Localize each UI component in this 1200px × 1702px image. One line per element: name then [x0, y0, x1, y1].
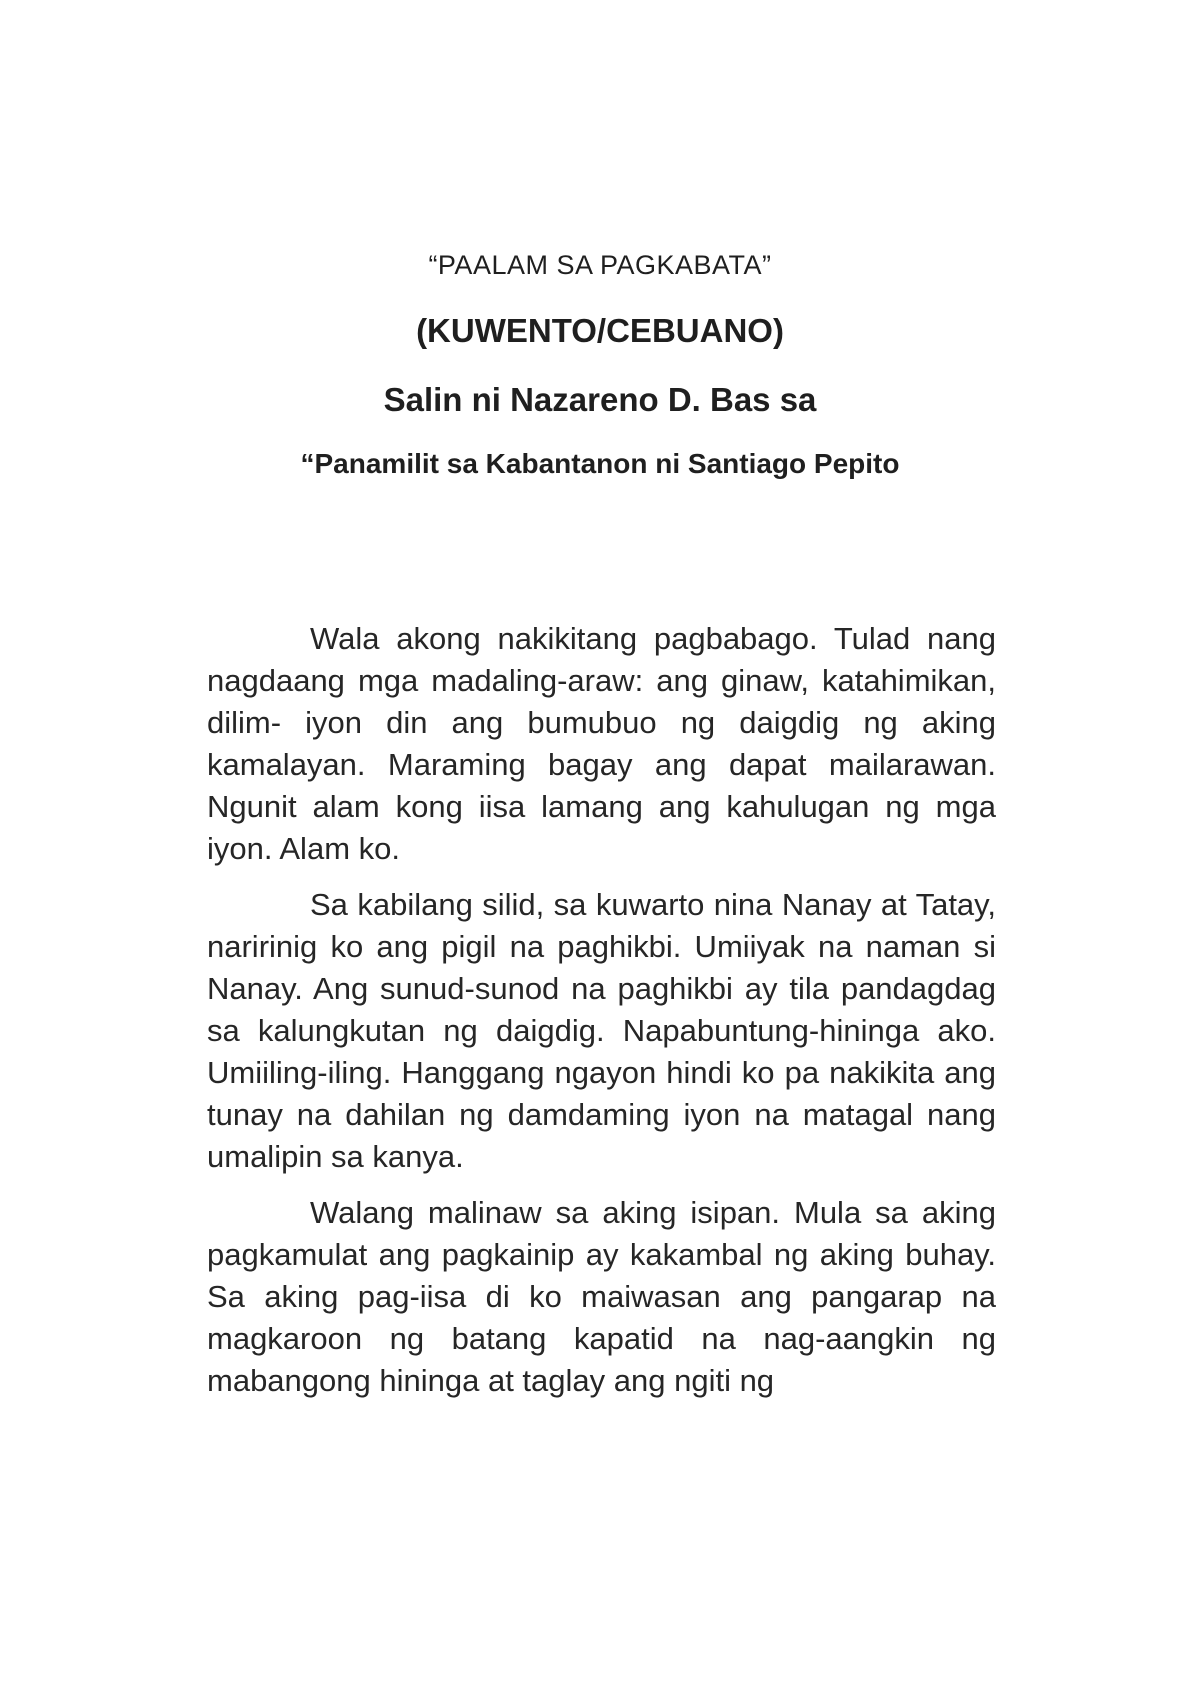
paragraph-3: Walang malinaw sa aking isipan. Mula sa aking pagkamulat ang pagkainip ay kakambal ng aking buhay. Sa aking pag-iisa di ko maiwasan ang pangarap na magkaroon ng batang kapatid na nag-aangkin ng mabangong hininga at taglay ang ngiti ng: [207, 1195, 996, 1398]
story-title: “PAALAM SA PAGKABATA”: [428, 250, 772, 280]
paragraph-1: Wala akong nakikitang pagbabago. Tulad nang nagdaang mga madaling-araw: ang ginaw, katahimikan, dilim- iyon din ang bumubuo ng daigdig ng aking kamalayan. Maraming bagay ang dapat mailarawan. Ngunit alam kong iisa lamang ang kahulugan ng mga iyon. Alam ko.: [207, 621, 996, 866]
paragraph-2: Sa kabilang silid, sa kuwarto nina Nanay at Tatay, naririnig ko ang pigil na paghikbi. Umiiyak na naman si Nanay. Ang sunud-sunod na paghikbi ay tila pandagdag sa kalungkutan ng daigdig. Napabuntung-hininga ako. Umiiling-iling. Hanggang ngayon hindi ko pa nakikita ang tunay na dahilan ng damdaming iyon na matagal nang umalipin sa kanya.: [207, 887, 996, 1174]
original-title: “Panamilit sa Kabantanon ni Santiago Pepito: [300, 448, 900, 479]
genre-label: (KUWENTO/CEBUANO): [416, 312, 784, 349]
translator-credit: Salin ni Nazareno D. Bas sa: [383, 381, 817, 418]
story-body: [207, 618, 996, 1416]
